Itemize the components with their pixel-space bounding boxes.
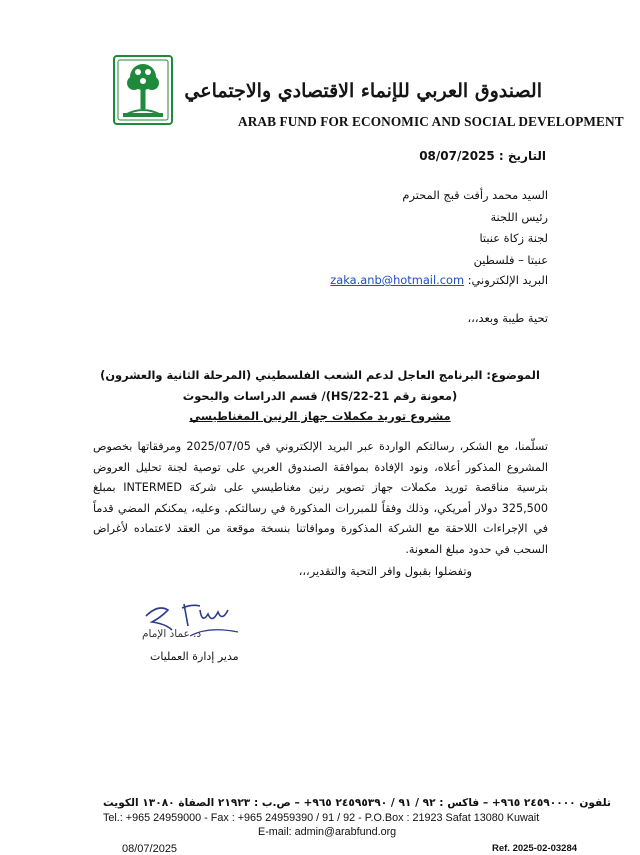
footer-contact-english: Tel.: +965 24959000 - Fax : +965 24959390 / 91 / 92 - P.O.Box : 21923 Safat 13080 Kuwait — [103, 812, 540, 824]
signer-title: مدير إدارة العمليات — [150, 650, 239, 663]
subject-project-title: مشروع توريد مكملات جهاز الرنين المغناطيسي — [189, 409, 451, 423]
org-name-english: ARAB FUND FOR ECONOMIC AND SOCIAL DEVELOPMENT — [238, 114, 624, 129]
subject-aid-number: (معونة رقم 21-22/HS)/ قسم الدراسات والبحوث — [182, 389, 458, 403]
recipient-email-line — [330, 274, 548, 288]
recipient-title: رئيس اللجنة — [490, 210, 548, 224]
footer-date: 08/07/2025 — [122, 843, 178, 855]
org-name-arabic: الصندوق العربي للإنماء الاقتصادي والاجتماعي — [184, 80, 542, 102]
letter-date: التاريخ : 08/07/2025 — [419, 149, 546, 163]
recipient-email-link[interactable]: zaka.anb@hotmail.com — [330, 273, 465, 287]
signer-name: د. عماد الإمام — [142, 628, 202, 640]
recipient-location: عنبتا – فلسطين — [473, 253, 548, 267]
arab-fund-logo — [113, 55, 173, 125]
letter-body: تسلّمنا، مع الشكر، رسالتكم الواردة عبر البريد الإلكتروني في 2025/07/05 ومرفقاتها بخصوص المشروع المذكور أعلاه، ونود الإفادة بموافقة الصندوق العربي على توصية لجنة تحليل العروض بترسية مناقصة توريد مكملات جهاز تصوير رنين مغناطيسي على شركة INTERMED بمبلغ 325,500 دولار أمريكي، وذلك وفقاً للمبررات المذكورة في رسالتكم. وعليه، يمكنكم المضي قدماً في الإجراءات اللاحقة مع الشركة المذكورة وموافاتنا بنسخة موقعة من العقد لاعتماده لأغراض السحب في حدود مبلغ المعونة. — [93, 440, 549, 556]
recipient-organization: لجنة زكاة عنبتا — [479, 231, 548, 245]
subject-line: الموضوع: البرنامج العاجل لدعم الشعب الفلسطيني (المرحلة الثانية والعشرون) — [100, 368, 540, 382]
handwritten-signature — [138, 596, 248, 648]
greeting: تحية طيبة وبعد،،، — [467, 311, 548, 325]
subject-project — [80, 410, 560, 424]
footer-contact-arabic: تلفون ٢٤٥٩٠٠٠٠ ٩٦٥+ – فاكس : ٩٢ / ٩١ / ٢٤٥٩٥٣٩٠ ٩٦٥+ – ص.ب : ٢١٩٢٣ الصفاة ١٣٠٨٠ الكويت — [103, 797, 611, 809]
footer-email: E-mail: admin@arabfund.org — [258, 826, 397, 838]
email-label: البريد الإلكتروني: — [467, 273, 548, 287]
recipient-name: السيد محمد رأفت قبج المحترم — [402, 188, 548, 202]
closing-line: وتفضلوا بقبول وافر التحية والتقدير،،، — [298, 564, 472, 578]
reference-number: Ref. 2025-02-03284 — [492, 843, 578, 854]
